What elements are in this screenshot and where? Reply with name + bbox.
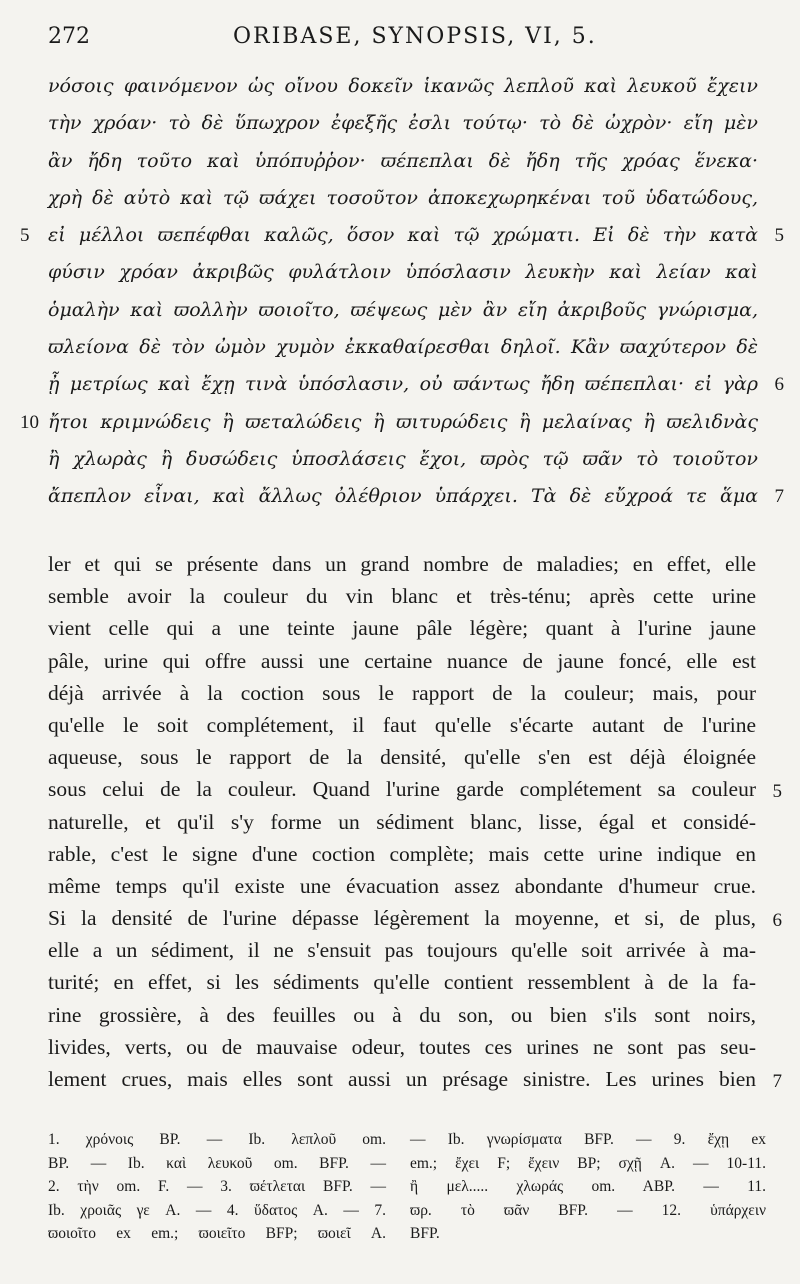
line-number-right: 5 <box>774 225 784 247</box>
line-number-right: 6 <box>774 374 784 396</box>
note-line: 1. χρόνοις BP. — Ib. λεπλοῦ om. <box>48 1131 386 1148</box>
french-text-line: livides, verts, ou de mauvaise odeur, toutes ces urines ne sont pas seu- <box>48 1034 756 1059</box>
french-text-line: pâle, urine qui offre aussi une certaine nuance de jaune foncé, elle est <box>48 648 756 673</box>
french-text-line: rable, c'est le signe d'une coction complète; mais cette urine indique en <box>48 841 756 866</box>
french-text-line: déjà arrivée à la coction sous le rapport de la couleur; mais, pour <box>48 680 756 705</box>
greek-text-line: ἤτοι κριμνώδεις ἢ ϖεταλώδεις ἢ ϖιτυρώδεις ἢ μελαίνας ἢ ϖελιδνὰς <box>48 410 758 433</box>
note-line: Ib. χροιᾶς γε A. — 4. ὕδατος A. — 7. <box>48 1201 386 1219</box>
note-line: 2. τὴν om. F. — 3. ϖέτλεται BFP. — <box>48 1178 386 1196</box>
french-text-line: turité; en effet, si les sédiments qu'elle contient ressemblent à de la fa- <box>48 970 756 995</box>
greek-text-line: φύσιν χρόαν ἀκριβῶς φυλάτλοιν ὑπόσλασιν λευκὴν καὶ λείαν καὶ <box>48 261 758 284</box>
greek-text-line: τὴν χρόαν· τὸ δὲ ὕπωχρον ἐφεξῆς ἐσλι τούτῳ· τὸ δὲ ὠχρὸν· εἴη μὲν <box>48 112 758 135</box>
greek-text-line: χρὴ δὲ αὐτὸ καὶ τῷ ϖάχει τοσοῦτον ἀποκεχωρηκέναι τοῦ ὑδατώδους, <box>48 186 758 209</box>
note-line: BP. — Ib. καὶ λευκοῦ om. BFP. — <box>48 1154 386 1172</box>
greek-text-line: ὁμαλὴν καὶ ϖολλὴν ϖοιοῖτο, ϖέψεως μὲν ἂν εἴη ἀκριβοῦς γνώρισμα, <box>48 298 758 321</box>
note-line: em.; ἔχει F; ἔχειν BP; σχῇ A. — 10-11. <box>410 1154 766 1172</box>
note-line: BFP. <box>410 1225 440 1243</box>
line-number-right: 7 <box>772 1071 782 1093</box>
french-translation-block <box>48 548 782 1095</box>
greek-text-line: ἢ χλωρὰς ἢ δυσώδεις ὑποσλάσεις ἔχοι, ϖρὸς τῷ ϖᾶν τὸ τοιοῦτον <box>48 447 758 470</box>
greek-text-block <box>20 68 784 516</box>
french-text-line: qu'elle le soit complétement, il faut qu'elle s'écarte autant de l'urine <box>48 712 756 737</box>
page-number: 272 <box>48 24 90 49</box>
french-text-line: ler et qui se présente dans un grand nombre de maladies; en effet, elle <box>48 552 756 576</box>
line-number-left: 10 <box>20 411 39 433</box>
line-number-right: 6 <box>772 910 782 932</box>
greek-text-line: νόσοις φαινόμενον ὡς οἴνου δοκεῖν ἱκανῶς λεπλοῦ καὶ λευκοῦ ἔχειν <box>48 75 758 97</box>
note-line: — Ib. γνωρίσματα BFP. — 9. ἔχῃ ex <box>410 1131 766 1148</box>
line-number-right: 5 <box>772 781 782 803</box>
french-text-line: aqueuse, sous le rapport de la densité, qu'elle s'en est déjà éloignée <box>48 745 756 770</box>
greek-text-line: ἂν ἤδη τοῦτο καὶ ὑπόπυῤῥον· ϖέπεπλαι δὲ ἤδη τῆς χρόας ἕνεκα· <box>48 149 758 172</box>
french-text-line: vient celle qui a une teinte jaune pâle légère; quant à l'urine jaune <box>48 616 756 641</box>
running-title: ORIBASE, SYNOPSIS, VI, 5. <box>233 24 597 49</box>
french-text-line: semble avoir la couleur du vin blanc et très-ténu; après cette urine <box>48 584 756 609</box>
french-text-line: même temps qu'il existe une évacuation assez abondante d'humeur crue. <box>48 873 756 898</box>
note-line: ϖοιοῖτο ex em.; ϖοιεῖτο BFP; ϖοιεῖ A. <box>48 1225 386 1243</box>
line-number-left: 5 <box>20 225 30 247</box>
notes-column-right <box>410 1128 766 1246</box>
line-number-right: 7 <box>774 486 784 508</box>
french-text-line: elle a un sédiment, il ne s'ensuit pas toujours qu'elle soit arrivée à ma- <box>48 938 756 963</box>
french-text-line: lement crues, mais elles sont aussi un présage sinistre. Les urines bien <box>48 1067 756 1091</box>
french-text-line: sous celui de la couleur. Quand l'urine garde complétement sa couleur <box>48 777 756 802</box>
note-line: ἢ μελ..... χλωράς om. ABP. — 11. <box>410 1178 766 1196</box>
french-text-line: rine grossière, à des feuilles ou à du son, ou bien s'ils sont noirs, <box>48 1002 756 1027</box>
french-text-line: naturelle, et qu'il s'y forme un sédiment blanc, lisse, égal et considé- <box>48 809 756 834</box>
page-header <box>48 24 748 54</box>
greek-text-line: ϖλείονα δὲ τὸν ὠμὸν χυμὸν ἐκκαθαίρεσθαι δηλοῖ. Κἂν ϖαχύτερον δὲ <box>48 336 758 359</box>
note-line: ϖρ. τὸ ϖᾶν BFP. — 12. ὑπάρχειν <box>410 1201 766 1219</box>
greek-text-line: ᾖ μετρίως καὶ ἔχῃ τινὰ ὑπόσλασιν, οὐ ϖάντως ἤδη ϖέπεπλαι· εἰ γὰρ <box>48 373 758 396</box>
french-text-line: Si la densité de l'urine dépasse légèrement la moyenne, et si, de plus, <box>48 906 756 931</box>
greek-text-line: ἄπεπλον εἶναι, καὶ ἄλλως ὀλέθριον ὑπάρχει. Τὰ δὲ εὔχροά τε ἅμα <box>48 485 758 508</box>
greek-text-line: εἰ μέλλοι ϖεπέφθαι καλῶς, ὅσον καὶ τῷ χρώματι. Εἰ δὲ τὴν κατὰ <box>48 224 758 247</box>
notes-column-left <box>48 1128 386 1246</box>
